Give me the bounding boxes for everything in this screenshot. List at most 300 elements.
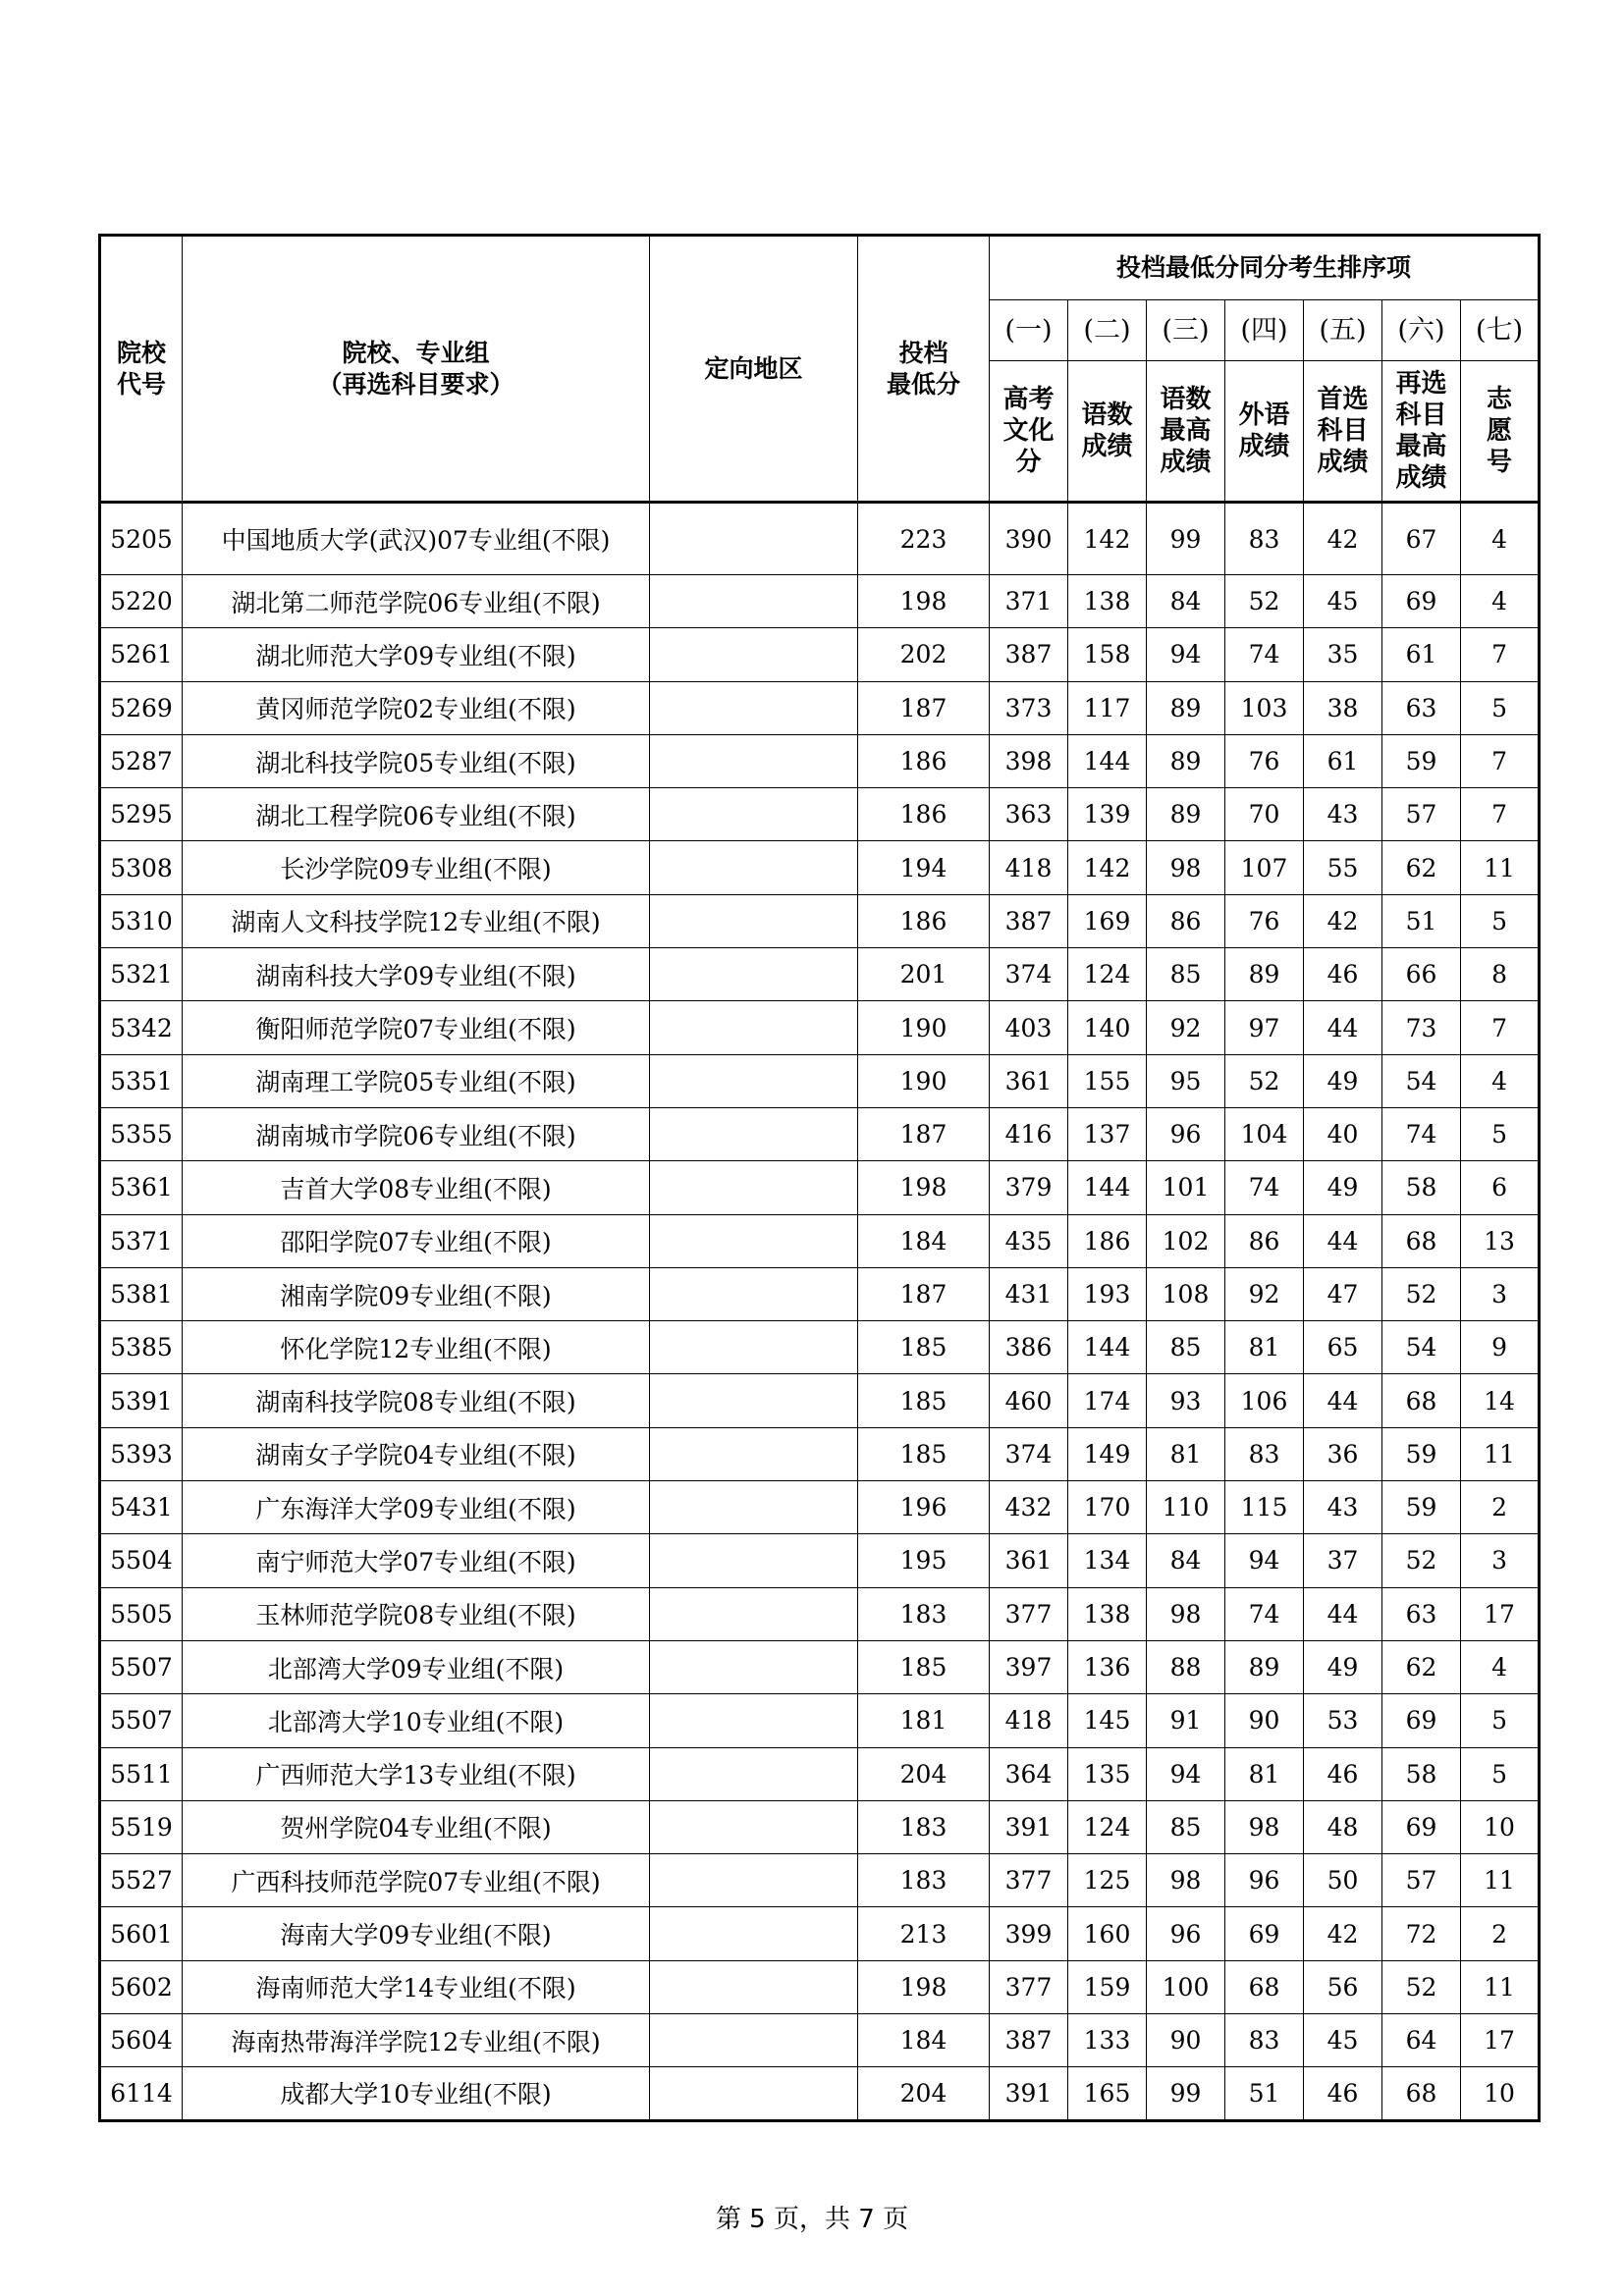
min-score-cell: 183 [858,1587,990,1640]
school-code-cell: 5511 [100,1747,183,1800]
tiebreak-value-cell: 76 [1225,734,1304,787]
tiebreak-value-cell: 165 [1068,2067,1147,2120]
table-row [100,1267,1540,1320]
tiebreak-value-cell: 66 [1382,948,1461,1001]
tiebreak-value-cell: 97 [1225,1001,1304,1054]
tiebreak-value-cell: 144 [1068,1321,1147,1374]
tiebreak-value-cell: 81 [1147,1427,1225,1480]
tiebreak-value-cell: 137 [1068,1107,1147,1160]
tiebreak-value-cell: 42 [1304,1907,1382,1960]
school-group-cell: 湖北第二师范学院06专业组(不限) [183,575,650,628]
min-score-cell: 196 [858,1481,990,1534]
tiebreak-value-cell: 11 [1461,841,1540,894]
tiebreak-value-cell: 135 [1068,1747,1147,1800]
tiebreak-value-cell: 74 [1225,628,1304,681]
tiebreak-value-cell: 65 [1304,1321,1382,1374]
tiebreak-value-cell: 94 [1225,1534,1304,1587]
tiebreak-value-cell: 89 [1147,681,1225,734]
school-group-cell: 湖南科技大学09专业组(不限) [183,948,650,1001]
tiebreak-value-cell: 46 [1304,2067,1382,2120]
school-group-cell: 广西科技师范学院07专业组(不限) [183,1854,650,1907]
header-tiebreak-order: (三) [1147,300,1225,361]
tiebreak-value-cell: 44 [1304,1587,1382,1640]
tiebreak-value-cell: 40 [1304,1107,1382,1160]
tiebreak-value-cell: 4 [1461,1640,1540,1693]
region-cell [650,894,858,947]
school-code-cell: 5310 [100,894,183,947]
tiebreak-value-cell: 460 [990,1374,1068,1427]
table-row [100,1907,1540,1960]
admission-score-table [98,234,1541,2122]
tiebreak-value-cell: 4 [1461,1054,1540,1107]
region-cell [650,1747,858,1800]
min-score-cell: 187 [858,681,990,734]
tiebreak-value-cell: 5 [1461,681,1540,734]
tiebreak-value-cell: 160 [1068,1907,1147,1960]
tiebreak-value-cell: 373 [990,681,1068,734]
table-row [100,681,1540,734]
tiebreak-value-cell: 52 [1382,1534,1461,1587]
region-cell [650,1640,858,1693]
tiebreak-value-cell: 174 [1068,1374,1147,1427]
tiebreak-value-cell: 115 [1225,1481,1304,1534]
school-group-cell: 海南热带海洋学院12专业组(不限) [183,2014,650,2067]
table-row [100,734,1540,787]
tiebreak-value-cell: 52 [1225,1054,1304,1107]
region-cell [650,1001,858,1054]
region-cell [650,788,858,841]
school-code-cell: 5381 [100,1267,183,1320]
tiebreak-value-cell: 93 [1147,1374,1225,1427]
tiebreak-value-cell: 377 [990,1960,1068,2013]
table-row [100,2014,1540,2067]
table-row [100,1214,1540,1267]
tiebreak-value-cell: 46 [1304,1747,1382,1800]
tiebreak-value-cell: 17 [1461,1587,1540,1640]
region-cell [650,1054,858,1107]
tiebreak-value-cell: 49 [1304,1054,1382,1107]
tiebreak-value-cell: 53 [1304,1694,1382,1747]
tiebreak-value-cell: 14 [1461,1374,1540,1427]
school-group-cell: 吉首大学08专业组(不限) [183,1161,650,1214]
tiebreak-value-cell: 62 [1382,1640,1461,1693]
min-score-cell: 213 [858,1907,990,1960]
tiebreak-value-cell: 46 [1304,948,1382,1001]
tiebreak-value-cell: 49 [1304,1640,1382,1693]
tiebreak-value-cell: 142 [1068,841,1147,894]
tiebreak-value-cell: 377 [990,1854,1068,1907]
tiebreak-value-cell: 104 [1225,1107,1304,1160]
table-row [100,1960,1540,2013]
tiebreak-value-cell: 387 [990,628,1068,681]
min-score-cell: 183 [858,1854,990,1907]
tiebreak-value-cell: 68 [1382,1374,1461,1427]
table-row [100,1747,1540,1800]
tiebreak-value-cell: 2 [1461,1907,1540,1960]
school-group-cell: 黄冈师范学院02专业组(不限) [183,681,650,734]
min-score-cell: 202 [858,628,990,681]
tiebreak-value-cell: 416 [990,1107,1068,1160]
tiebreak-value-cell: 418 [990,841,1068,894]
tiebreak-value-cell: 170 [1068,1481,1147,1534]
tiebreak-value-cell: 186 [1068,1214,1147,1267]
tiebreak-value-cell: 61 [1304,734,1382,787]
tiebreak-value-cell: 84 [1147,575,1225,628]
school-code-cell: 5507 [100,1694,183,1747]
tiebreak-value-cell: 5 [1461,894,1540,947]
header-tiebreak-item: 高考 文化 分 [990,361,1068,503]
tiebreak-value-cell: 81 [1225,1747,1304,1800]
tiebreak-value-cell: 58 [1382,1747,1461,1800]
tiebreak-value-cell: 68 [1225,1960,1304,2013]
page-footer: 第 5 页，共 7 页 [715,2205,909,2234]
tiebreak-value-cell: 134 [1068,1534,1147,1587]
school-group-cell: 玉林师范学院08专业组(不限) [183,1587,650,1640]
min-score-cell: 201 [858,948,990,1001]
region-cell [650,1534,858,1587]
tiebreak-value-cell: 48 [1304,1800,1382,1853]
tiebreak-value-cell: 377 [990,1587,1068,1640]
school-code-cell: 5601 [100,1907,183,1960]
table-row [100,1854,1540,1907]
table-row [100,1001,1540,1054]
table-row [100,1587,1540,1640]
tiebreak-value-cell: 9 [1461,1321,1540,1374]
table-row [100,2067,1540,2120]
tiebreak-value-cell: 61 [1382,628,1461,681]
tiebreak-value-cell: 387 [990,2014,1068,2067]
tiebreak-value-cell: 59 [1382,1427,1461,1480]
table-row [100,628,1540,681]
region-cell [650,1374,858,1427]
tiebreak-value-cell: 193 [1068,1267,1147,1320]
tiebreak-value-cell: 89 [1147,788,1225,841]
school-group-cell: 海南师范大学14专业组(不限) [183,1960,650,2013]
table-row [100,1800,1540,1853]
header-tiebreak-order: (四) [1225,300,1304,361]
tiebreak-value-cell: 52 [1382,1960,1461,2013]
school-code-cell: 5295 [100,788,183,841]
region-cell [650,503,858,575]
tiebreak-value-cell: 63 [1382,681,1461,734]
tiebreak-value-cell: 68 [1382,1214,1461,1267]
school-code-cell: 5505 [100,1587,183,1640]
tiebreak-value-cell: 4 [1461,503,1540,575]
school-group-cell: 贺州学院04专业组(不限) [183,1800,650,1853]
tiebreak-value-cell: 43 [1304,1481,1382,1534]
tiebreak-value-cell: 54 [1382,1054,1461,1107]
table-row [100,788,1540,841]
region-cell [650,1481,858,1534]
tiebreak-value-cell: 74 [1225,1161,1304,1214]
min-score-cell: 198 [858,575,990,628]
tiebreak-value-cell: 68 [1382,2067,1461,2120]
tiebreak-value-cell: 54 [1382,1321,1461,1374]
tiebreak-value-cell: 43 [1304,788,1382,841]
min-score-cell: 187 [858,1267,990,1320]
tiebreak-value-cell: 38 [1304,681,1382,734]
tiebreak-value-cell: 50 [1304,1854,1382,1907]
tiebreak-value-cell: 124 [1068,948,1147,1001]
tiebreak-value-cell: 69 [1225,1907,1304,1960]
tiebreak-value-cell: 42 [1304,894,1382,947]
header-school-code: 院校 代号 [100,236,183,503]
region-cell [650,1321,858,1374]
header-tiebreak-item: 志 愿 号 [1461,361,1540,503]
tiebreak-value-cell: 51 [1382,894,1461,947]
tiebreak-value-cell: 100 [1147,1960,1225,2013]
table-row [100,841,1540,894]
tiebreak-value-cell: 94 [1147,1747,1225,1800]
tiebreak-value-cell: 69 [1382,1800,1461,1853]
header-tiebreak-group: 投档最低分同分考生排序项 [990,236,1540,300]
tiebreak-value-cell: 379 [990,1161,1068,1214]
header-tiebreak-item: 再选 科目 最高 成绩 [1382,361,1461,503]
region-cell [650,1107,858,1160]
tiebreak-value-cell: 371 [990,575,1068,628]
tiebreak-value-cell: 374 [990,948,1068,1001]
min-score-cell: 223 [858,503,990,575]
tiebreak-value-cell: 91 [1147,1694,1225,1747]
tiebreak-value-cell: 63 [1382,1587,1461,1640]
school-group-cell: 南宁师范大学07专业组(不限) [183,1534,650,1587]
table-row [100,1054,1540,1107]
header-region: 定向地区 [650,236,858,503]
table-row [100,1534,1540,1587]
header-tiebreak-order: (二) [1068,300,1147,361]
header-tiebreak-item: 外语 成绩 [1225,361,1304,503]
tiebreak-value-cell: 86 [1147,894,1225,947]
tiebreak-value-cell: 364 [990,1747,1068,1800]
tiebreak-value-cell: 74 [1225,1587,1304,1640]
school-group-cell: 长沙学院09专业组(不限) [183,841,650,894]
header-tiebreak-order: (六) [1382,300,1461,361]
school-code-cell: 5371 [100,1214,183,1267]
tiebreak-value-cell: 98 [1225,1800,1304,1853]
table-row [100,1640,1540,1693]
school-group-cell: 衡阳师范学院07专业组(不限) [183,1001,650,1054]
tiebreak-value-cell: 17 [1461,2014,1540,2067]
school-code-cell: 5261 [100,628,183,681]
school-group-cell: 中国地质大学(武汉)07专业组(不限) [183,503,650,575]
tiebreak-value-cell: 6 [1461,1161,1540,1214]
region-cell [650,575,858,628]
table-row [100,1321,1540,1374]
tiebreak-value-cell: 399 [990,1907,1068,1960]
tiebreak-value-cell: 7 [1461,628,1540,681]
header-tiebreak-item: 首选 科目 成绩 [1304,361,1382,503]
tiebreak-value-cell: 144 [1068,734,1147,787]
tiebreak-value-cell: 361 [990,1054,1068,1107]
header-tiebreak-item: 语数 最高 成绩 [1147,361,1225,503]
tiebreak-value-cell: 59 [1382,734,1461,787]
tiebreak-value-cell: 81 [1225,1321,1304,1374]
tiebreak-value-cell: 432 [990,1481,1068,1534]
tiebreak-value-cell: 391 [990,2067,1068,2120]
school-code-cell: 5519 [100,1800,183,1853]
tiebreak-value-cell: 98 [1147,841,1225,894]
region-cell [650,1694,858,1747]
region-cell [650,1214,858,1267]
tiebreak-value-cell: 52 [1225,575,1304,628]
tiebreak-value-cell: 374 [990,1427,1068,1480]
school-code-cell: 5385 [100,1321,183,1374]
school-group-cell: 北部湾大学10专业组(不限) [183,1694,650,1747]
school-code-cell: 5342 [100,1001,183,1054]
tiebreak-value-cell: 110 [1147,1481,1225,1534]
min-score-cell: 190 [858,1001,990,1054]
tiebreak-value-cell: 159 [1068,1960,1147,2013]
table-row [100,575,1540,628]
region-cell [650,1907,858,1960]
tiebreak-value-cell: 96 [1147,1107,1225,1160]
tiebreak-value-cell: 106 [1225,1374,1304,1427]
school-code-cell: 5308 [100,841,183,894]
school-group-cell: 湘南学院09专业组(不限) [183,1267,650,1320]
tiebreak-value-cell: 125 [1068,1854,1147,1907]
tiebreak-value-cell: 5 [1461,1107,1540,1160]
tiebreak-value-cell: 70 [1225,788,1304,841]
school-code-cell: 5507 [100,1640,183,1693]
table-row [100,503,1540,575]
tiebreak-value-cell: 158 [1068,628,1147,681]
tiebreak-value-cell: 363 [990,788,1068,841]
tiebreak-value-cell: 138 [1068,575,1147,628]
min-score-cell: 204 [858,2067,990,2120]
tiebreak-value-cell: 99 [1147,2067,1225,2120]
tiebreak-value-cell: 7 [1461,734,1540,787]
tiebreak-value-cell: 72 [1382,1907,1461,1960]
min-score-cell: 190 [858,1054,990,1107]
tiebreak-value-cell: 92 [1225,1267,1304,1320]
tiebreak-value-cell: 140 [1068,1001,1147,1054]
tiebreak-value-cell: 138 [1068,1587,1147,1640]
school-code-cell: 5391 [100,1374,183,1427]
tiebreak-value-cell: 3 [1461,1267,1540,1320]
tiebreak-value-cell: 10 [1461,2067,1540,2120]
tiebreak-value-cell: 387 [990,894,1068,947]
school-code-cell: 5527 [100,1854,183,1907]
school-group-cell: 湖南人文科技学院12专业组(不限) [183,894,650,947]
table-row [100,1694,1540,1747]
tiebreak-value-cell: 84 [1147,1534,1225,1587]
tiebreak-value-cell: 11 [1461,1960,1540,2013]
region-cell [650,734,858,787]
region-cell [650,2067,858,2120]
tiebreak-value-cell: 42 [1304,503,1382,575]
school-group-cell: 湖北科技学院05专业组(不限) [183,734,650,787]
table-row [100,1161,1540,1214]
min-score-cell: 185 [858,1374,990,1427]
school-code-cell: 5321 [100,948,183,1001]
region-cell [650,1267,858,1320]
tiebreak-value-cell: 89 [1225,1640,1304,1693]
table-row [100,1107,1540,1160]
school-group-cell: 湖北师范大学09专业组(不限) [183,628,650,681]
tiebreak-value-cell: 107 [1225,841,1304,894]
tiebreak-value-cell: 391 [990,1800,1068,1853]
min-score-cell: 185 [858,1427,990,1480]
tiebreak-value-cell: 11 [1461,1854,1540,1907]
school-code-cell: 5351 [100,1054,183,1107]
school-group-cell: 成都大学10专业组(不限) [183,2067,650,2120]
school-group-cell: 邵阳学院07专业组(不限) [183,1214,650,1267]
tiebreak-value-cell: 57 [1382,788,1461,841]
tiebreak-value-cell: 44 [1304,1374,1382,1427]
tiebreak-value-cell: 69 [1382,1694,1461,1747]
tiebreak-value-cell: 52 [1382,1267,1461,1320]
school-group-cell: 广西师范大学13专业组(不限) [183,1747,650,1800]
tiebreak-value-cell: 44 [1304,1214,1382,1267]
school-code-cell: 6114 [100,2067,183,2120]
tiebreak-value-cell: 155 [1068,1054,1147,1107]
region-cell [650,681,858,734]
tiebreak-value-cell: 98 [1147,1587,1225,1640]
tiebreak-value-cell: 45 [1304,2014,1382,2067]
region-cell [650,1587,858,1640]
region-cell [650,948,858,1001]
tiebreak-value-cell: 51 [1225,2067,1304,2120]
tiebreak-value-cell: 139 [1068,788,1147,841]
min-score-cell: 186 [858,788,990,841]
tiebreak-value-cell: 88 [1147,1640,1225,1693]
min-score-cell: 184 [858,1214,990,1267]
tiebreak-value-cell: 58 [1382,1161,1461,1214]
min-score-cell: 185 [858,1321,990,1374]
header-tiebreak-order: (五) [1304,300,1382,361]
tiebreak-value-cell: 69 [1382,575,1461,628]
tiebreak-value-cell: 7 [1461,788,1540,841]
tiebreak-value-cell: 94 [1147,628,1225,681]
region-cell [650,628,858,681]
tiebreak-value-cell: 83 [1225,2014,1304,2067]
tiebreak-value-cell: 96 [1147,1907,1225,1960]
tiebreak-value-cell: 169 [1068,894,1147,947]
region-cell [650,1161,858,1214]
tiebreak-value-cell: 37 [1304,1534,1382,1587]
school-code-cell: 5220 [100,575,183,628]
tiebreak-value-cell: 59 [1382,1481,1461,1534]
tiebreak-value-cell: 149 [1068,1427,1147,1480]
tiebreak-value-cell: 397 [990,1640,1068,1693]
tiebreak-value-cell: 47 [1304,1267,1382,1320]
tiebreak-value-cell: 83 [1225,1427,1304,1480]
tiebreak-value-cell: 35 [1304,628,1382,681]
tiebreak-value-cell: 85 [1147,1321,1225,1374]
region-cell [650,2014,858,2067]
tiebreak-value-cell: 85 [1147,1800,1225,1853]
school-group-cell: 怀化学院12专业组(不限) [183,1321,650,1374]
school-code-cell: 5355 [100,1107,183,1160]
tiebreak-value-cell: 3 [1461,1534,1540,1587]
tiebreak-value-cell: 145 [1068,1694,1147,1747]
min-score-cell: 198 [858,1161,990,1214]
region-cell [650,1960,858,2013]
table-row [100,894,1540,947]
min-score-cell: 186 [858,894,990,947]
tiebreak-value-cell: 11 [1461,1427,1540,1480]
tiebreak-value-cell: 124 [1068,1800,1147,1853]
tiebreak-value-cell: 10 [1461,1800,1540,1853]
tiebreak-value-cell: 361 [990,1534,1068,1587]
table-row [100,1374,1540,1427]
school-group-cell: 湖南科技学院08专业组(不限) [183,1374,650,1427]
tiebreak-value-cell: 86 [1225,1214,1304,1267]
school-group-cell: 湖南理工学院05专业组(不限) [183,1054,650,1107]
tiebreak-value-cell: 133 [1068,2014,1147,2067]
tiebreak-value-cell: 108 [1147,1267,1225,1320]
tiebreak-value-cell: 398 [990,734,1068,787]
